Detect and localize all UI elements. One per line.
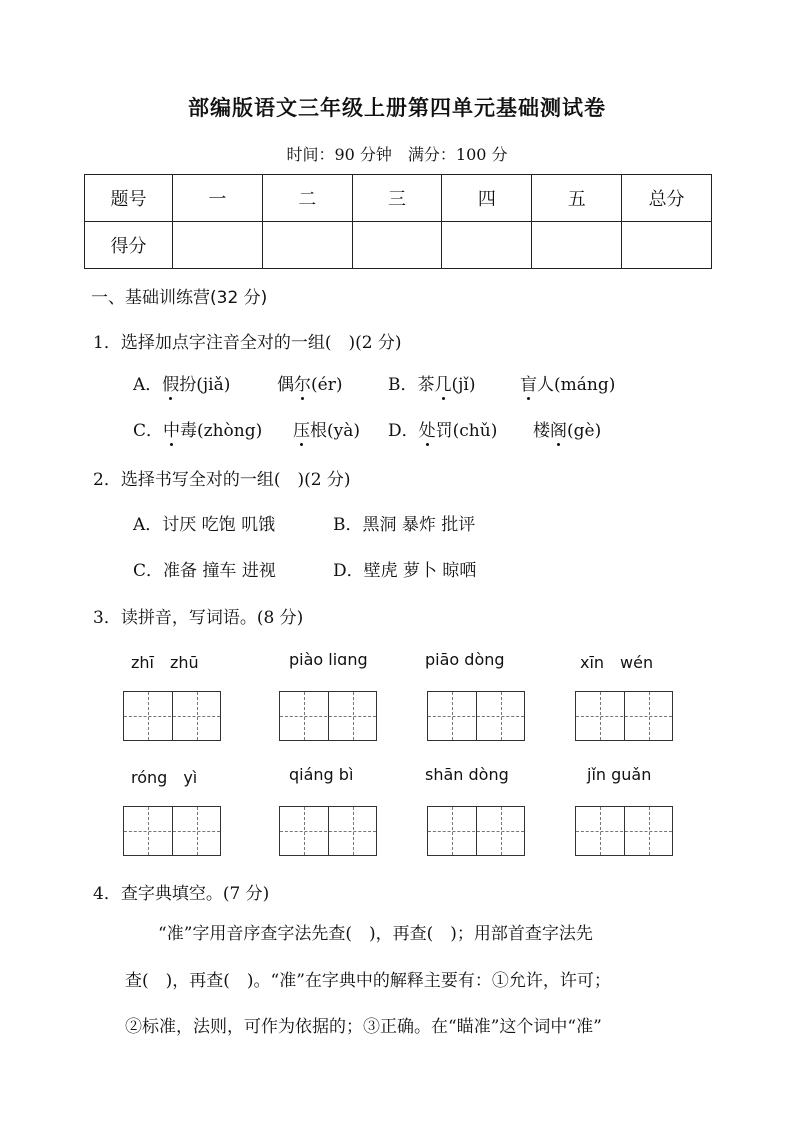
- option-label: D．: [388, 421, 419, 441]
- writing-grid[interactable]: [123, 806, 221, 856]
- q1-option-b: [388, 370, 475, 395]
- score-header-cell: 总分: [622, 175, 712, 222]
- dotted-char: 阁: [550, 421, 567, 441]
- dotted-char: 压: [293, 421, 310, 441]
- q1-option-a-word2: [277, 370, 342, 395]
- pinyin-label: róng yì: [131, 768, 198, 787]
- q1-option-c: [133, 416, 262, 441]
- word-text: 偶: [277, 375, 294, 395]
- q1-option-d: [388, 416, 497, 441]
- q1-option-a: [133, 370, 230, 395]
- word-text: 楼: [533, 421, 550, 441]
- dotted-char: 假: [162, 375, 180, 395]
- score-cell[interactable]: [172, 222, 262, 269]
- pinyin-label: zhī zhū: [131, 653, 199, 672]
- exam-meta: 时间：90 分钟 满分：100 分: [286, 145, 508, 164]
- score-header-cell: 三: [352, 175, 442, 222]
- q2-option-c: C．准备 撞车 进视: [133, 561, 276, 581]
- word-text: 茶: [417, 375, 435, 395]
- writing-grid[interactable]: [279, 691, 377, 741]
- writing-grid[interactable]: [427, 691, 525, 741]
- dotted-char: 盲: [520, 375, 537, 395]
- score-cell[interactable]: [622, 222, 712, 269]
- word-text: (jǐ): [451, 375, 476, 395]
- pinyin-label: piào liɑng: [289, 650, 368, 669]
- option-label: C．: [133, 421, 164, 441]
- q2-option-b: B．黑洞 暴炸 批评: [333, 515, 476, 535]
- writing-grid[interactable]: [575, 691, 673, 741]
- score-header-cell: 题号: [85, 175, 173, 222]
- option-label: B．: [388, 375, 418, 395]
- q1-option-d-word2: [533, 416, 601, 441]
- word-text: 人(máng): [537, 375, 616, 395]
- score-cell[interactable]: [262, 222, 352, 269]
- word-text: 根(yà): [310, 421, 361, 441]
- score-header-cell: 二: [262, 175, 352, 222]
- question-4-stem: 4．查字典填空。(7 分): [93, 884, 270, 904]
- section-1-title: 一、基础训练营(32 分): [91, 288, 268, 308]
- writing-grid[interactable]: [123, 691, 221, 741]
- page-title: 部编版语文三年级上册第四单元基础测试卷: [188, 96, 606, 120]
- q2-option-a: A．讨厌 吃饱 叽饿: [133, 515, 276, 535]
- pinyin-label: qiáng bì: [289, 765, 354, 784]
- dotted-char: 尔: [294, 375, 311, 395]
- score-cell[interactable]: [532, 222, 622, 269]
- word-text: 扮(jiǎ): [179, 375, 231, 395]
- option-label: A．: [133, 375, 163, 395]
- pinyin-label: jǐn guǎn: [587, 765, 652, 784]
- score-header-cell: 四: [442, 175, 532, 222]
- writing-grid[interactable]: [427, 806, 525, 856]
- score-cell[interactable]: [352, 222, 442, 269]
- word-text: (ér): [311, 375, 343, 395]
- q1-option-c-word2: [293, 416, 360, 441]
- writing-grid[interactable]: [575, 806, 673, 856]
- score-table-header-row: [85, 175, 712, 222]
- question-4-text-line: 查( )，再查( )。“准”在字典中的解释主要有：①允许，许可；: [125, 971, 611, 991]
- pinyin-label: piāo dòng: [425, 650, 505, 669]
- question-1-stem: 1．选择加点字注音全对的一组( )(2 分): [93, 333, 402, 353]
- dotted-char: 几: [434, 375, 452, 395]
- score-header-cell: 五: [532, 175, 622, 222]
- score-row-label: 得分: [85, 222, 173, 269]
- dotted-char: 处: [418, 421, 436, 441]
- question-4-text-line: ②标准，法则，可作为依据的；③正确。在“瞄准”这个词中“准”: [125, 1017, 602, 1037]
- question-4-text-line: “准”字用音序查字法先查( )，再查( )；用部首查字法先: [158, 924, 593, 944]
- pinyin-label: shān dòng: [425, 765, 509, 784]
- word-text: 毒(zhòng): [180, 421, 263, 441]
- word-text: (gè): [567, 421, 602, 441]
- q2-option-d: D．壁虎 萝卜 晾哂: [333, 561, 477, 581]
- pinyin-label: xīn wén: [580, 653, 654, 672]
- question-3-stem: 3．读拼音，写词语。(8 分): [93, 608, 304, 628]
- dotted-char: 中: [163, 421, 181, 441]
- question-2-stem: 2．选择书写全对的一组( )(2 分): [93, 470, 351, 490]
- q1-option-b-word2: [520, 370, 615, 395]
- score-header-cell: 一: [172, 175, 262, 222]
- writing-grid[interactable]: [279, 806, 377, 856]
- score-cell[interactable]: [442, 222, 532, 269]
- word-text: 罚(chǔ): [435, 421, 498, 441]
- score-table-score-row: [85, 222, 712, 269]
- score-table: [84, 174, 712, 269]
